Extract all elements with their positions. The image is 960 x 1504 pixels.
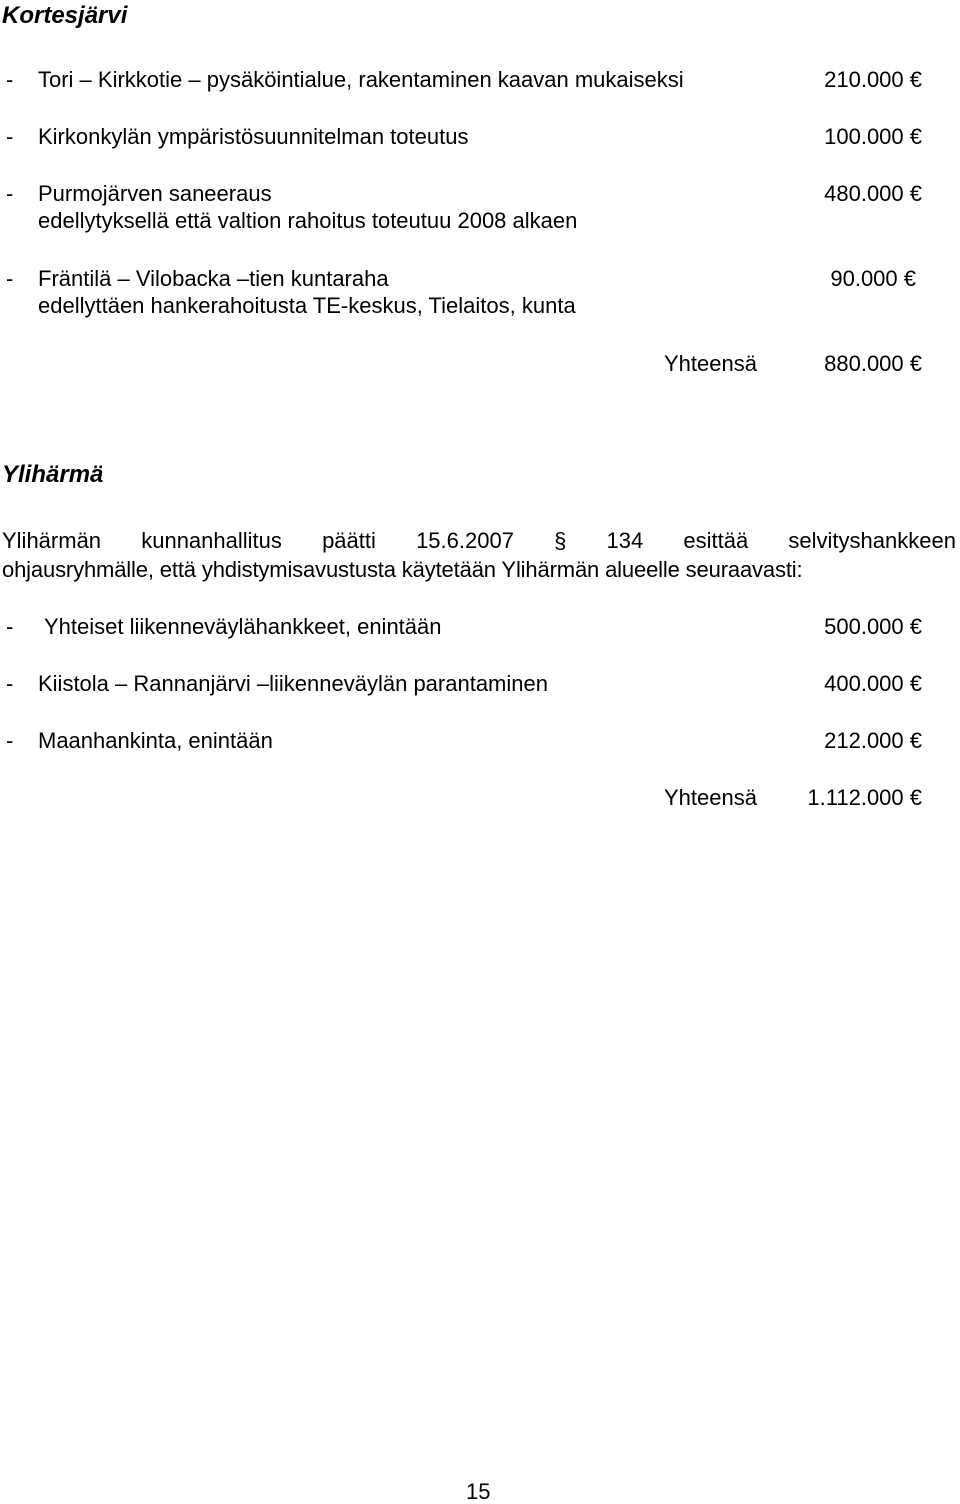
list-item-text: Maanhankinta, enintään [38, 728, 273, 753]
intro-paragraph-line-2: ohjausryhmälle, että yhdistymisavustusta käytetään Ylihärmän alueelle seuraavasti: [2, 557, 803, 582]
list-item-dash: - [6, 124, 14, 149]
intro-word: kunnanhallitus [141, 528, 282, 553]
list-item-text: Fräntilä – Vilobacka –tien kuntaraha [38, 266, 389, 291]
list-item-amount: 90.000 € [830, 266, 916, 291]
list-item-dash: - [6, 614, 14, 639]
section-sign: § [554, 528, 567, 553]
list-item-amount: 500.000 € [824, 614, 922, 639]
list-item-amount: 480.000 € [824, 181, 922, 206]
list-item-dash: - [6, 67, 14, 92]
list-item-amount: 212.000 € [824, 728, 922, 753]
list-item-dash: - [6, 671, 14, 696]
total-label: Yhteensä [664, 351, 757, 376]
list-item-text: Tori – Kirkkotie – pysäköintialue, rakentaminen kaavan mukaiseksi [38, 67, 684, 92]
list-item-text: Purmojärven saneeraus [38, 181, 272, 206]
intro-word: selvityshankkeen [788, 528, 956, 553]
section-title-ylihārmā: Ylihärmä [2, 461, 104, 488]
page-number: 15 [466, 1479, 491, 1504]
list-item-subtext: edellyttäen hankerahoitusta TE-keskus, Tielaitos, kunta [38, 293, 576, 318]
list-item-text: Kirkonkylän ympäristösuunnitelman toteutus [38, 124, 469, 149]
intro-word: päätti [322, 528, 376, 553]
list-item-text: Kiistola – Rannanjärvi –liikenneväylän parantaminen [38, 671, 548, 696]
list-item-text: Yhteiset liikenneväylähankkeet, enintään [44, 614, 442, 639]
intro-paragraph-line-1 [2, 530, 956, 552]
list-item-subtext: edellytyksellä että valtion rahoitus toteutuu 2008 alkaen [38, 208, 578, 233]
total-amount: 1.112.000 € [807, 785, 922, 810]
intro-word: 15.6.2007 [416, 528, 514, 553]
list-item-amount: 400.000 € [824, 671, 922, 696]
list-item-amount: 210.000 € [824, 67, 922, 92]
section-title-kortesjarvi: Kortesjärvi [2, 2, 128, 29]
list-item-amount: 100.000 € [824, 124, 922, 149]
total-amount: 880.000 € [824, 351, 922, 376]
list-item-dash: - [6, 728, 14, 753]
list-item-dash: - [6, 181, 14, 206]
total-label: Yhteensä [664, 785, 757, 810]
intro-word: Ylihärmän [2, 528, 102, 553]
list-item-dash: - [6, 266, 14, 291]
intro-word: 134 [606, 528, 644, 553]
intro-word: esittää [683, 528, 749, 553]
